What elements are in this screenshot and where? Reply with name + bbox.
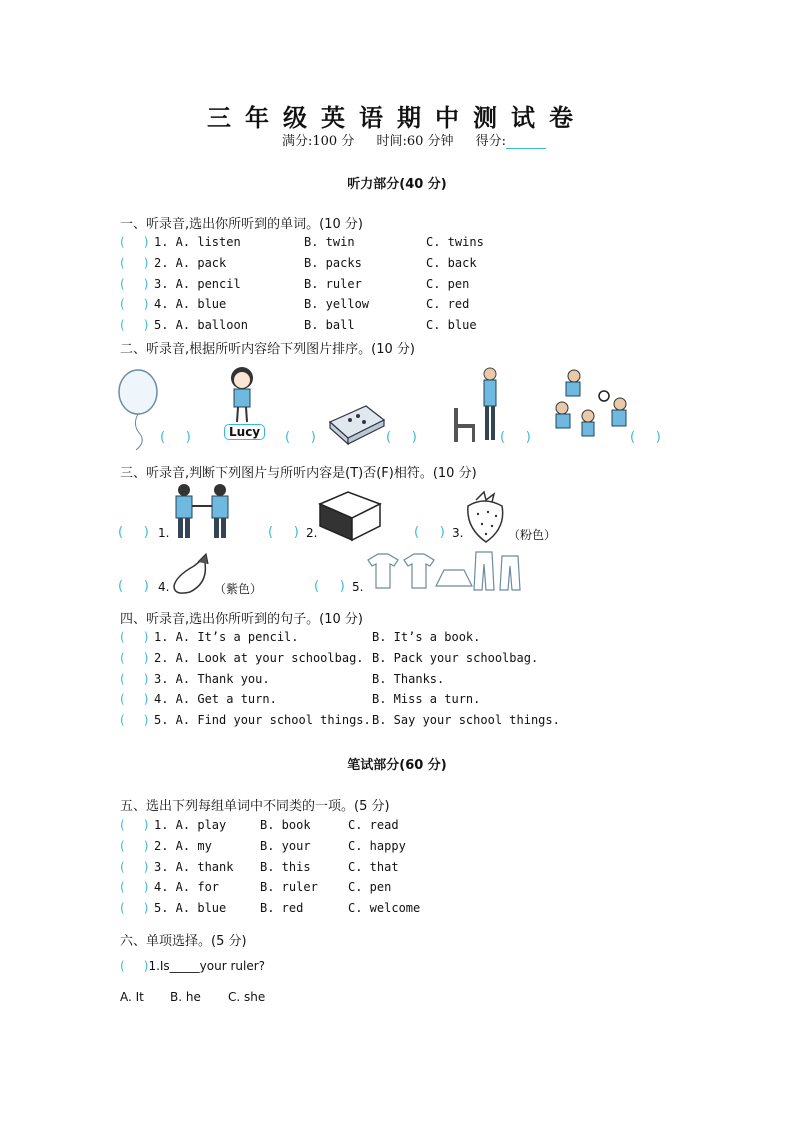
question-row [120,692,580,708]
exam-meta [282,130,582,149]
answer-bracket[interactable]: ( ) [386,430,417,445]
option-c: C. she [228,990,266,1004]
listening-part-title: 听力部分(40 分) [347,177,447,192]
answer-bracket[interactable]: ( ) [120,630,149,644]
option-b: B. red [260,901,304,916]
section-3-items [118,480,678,600]
option-c: C. pen [348,880,392,895]
question-row [120,318,580,334]
answer-bracket[interactable]: ( ) [120,838,149,853]
answer-bracket[interactable]: ( ) [120,318,149,333]
kids-playing-icon [548,366,638,444]
answer-bracket[interactable]: ( ) [120,880,149,895]
option-b: B. book [260,818,311,832]
option-b: B. Pack your schoolbag. [372,650,539,665]
lucy-label: Lucy [224,424,265,440]
option-c: C. red [426,297,470,312]
option-c: C. welcome [348,901,421,916]
strawberry-icon [462,488,508,544]
option-a: 3. A. Thank you. [154,671,270,686]
option-a: 3. A. pencil [154,276,241,291]
answer-bracket[interactable]: ( ) [120,276,149,291]
option-a: A. It [120,990,144,1004]
option-b: B. ruler [304,276,362,291]
option-c: C. happy [348,838,406,853]
option-a: 2. A. Look at your schoolbag. [154,650,364,665]
score-blank[interactable] [506,136,546,149]
answer-bracket[interactable]: ( ) [120,901,149,916]
option-c: C. pen [426,276,470,291]
option-b: B. Say your school things. [372,713,560,728]
question-6-1-options [120,990,320,1006]
option-c: C. read [348,818,399,832]
item-number: 5. [352,580,364,594]
section-2-pictures [110,362,680,452]
item-number: 2. [306,526,318,540]
option-a: 1. A. play [154,818,227,832]
answer-bracket[interactable]: ( ) [160,430,191,445]
option-b: B. ball [304,318,355,333]
option-a: 5. A. blue [154,901,227,916]
question-row [120,839,580,855]
pencil-box-icon [326,402,386,446]
answer-bracket[interactable]: ( ) [285,430,316,445]
section-2-title: 二、听录音,根据所听内容给下列图片排序。(10 分) [120,342,415,357]
full-score: 满分:100 分 [282,134,355,149]
answer-bracket[interactable]: ( ) [120,297,149,312]
option-b: B. your [260,838,311,853]
question-6-1 [120,959,265,973]
section-4-title: 四、听录音,选出你所听到的句子。(10 分) [120,612,363,627]
option-b: B. ruler [260,880,318,895]
handshake-icon [170,482,236,540]
section-3-title: 三、听录音,判断下列图片与所听内容是(T)否(F)相符。(10 分) [120,466,477,481]
question-row [120,256,580,272]
question-row [120,297,580,313]
question-row [120,672,580,688]
option-a: 3. A. thank [154,859,234,874]
section-6-title: 六、单项选择。(5 分) [120,934,247,949]
question-row [120,818,580,834]
time-limit: 时间:60 分钟 [376,134,454,149]
balloon-icon [118,370,160,450]
option-b: B. packs [304,255,362,270]
question-row [120,880,580,896]
answer-bracket[interactable]: ( ) [120,692,149,707]
answer-bracket[interactable]: ( ) [120,255,149,270]
section-5-title: 五、选出下列每组单词中不同类的一项。(5 分) [120,799,390,814]
answer-bracket[interactable]: ( ) [118,579,149,594]
option-c: C. twins [426,235,484,249]
answer-bracket[interactable]: ( ) [120,859,149,874]
option-a: 4. A. Get a turn. [154,692,277,707]
answer-bracket[interactable]: ( ) [268,525,299,540]
option-b: B. this [260,859,311,874]
option-c: C. that [348,859,399,874]
eraser-icon [318,490,384,544]
clothes-icon [364,550,532,594]
girl-icon [222,364,264,426]
section-1-title: 一、听录音,选出你所听到的单词。(10 分) [120,217,363,232]
answer-bracket[interactable]: ( ) [120,818,149,832]
item-number: 3. [452,526,464,540]
option-a: 2. A. pack [154,255,227,270]
answer-bracket[interactable]: ( ) [630,430,661,445]
answer-bracket[interactable]: ( ) [120,671,149,686]
question-row [120,235,580,251]
option-c: C. blue [426,318,477,333]
option-b: B. Thanks. [372,671,445,686]
option-b: B. yellow [304,297,370,312]
question-row [120,901,580,917]
question-row [120,277,580,293]
answer-bracket[interactable]: ( ) [118,525,149,540]
question-row [120,713,580,729]
option-a: 1. A. listen [154,235,241,249]
option-b: B. Miss a turn. [372,692,481,707]
option-b: B. he [170,990,201,1004]
answer-bracket[interactable]: ( ) [120,235,149,249]
writing-part-title: 笔试部分(60 分) [347,758,447,773]
color-note-pink: （粉色） [508,528,557,542]
option-a: 5. A. Find your school things. [154,713,371,728]
option-c: C. back [426,255,477,270]
page-title: 三年级英语期中测试卷 [207,104,587,132]
answer-bracket[interactable]: ( ) [120,650,149,665]
score-label: 得分: [476,134,564,149]
option-b: B. twin [304,235,355,249]
color-note-purple: （紫色） [214,582,263,596]
item-number: 4. [158,580,170,594]
option-a: 4. A. blue [154,297,227,312]
question-row [120,860,580,876]
answer-bracket[interactable]: ( ) [120,713,149,728]
item-number: 1. [158,526,170,540]
eggplant-icon [170,552,212,598]
answer-bracket[interactable]: ( ) [500,430,531,445]
option-a: 4. A. for [154,880,220,895]
answer-bracket[interactable]: ( ) [414,525,445,540]
answer-bracket[interactable]: ( ) [120,959,149,973]
option-a: 1. A. It’s a pencil. [154,630,299,644]
answer-bracket[interactable]: ( ) [314,579,345,594]
question-row [120,630,580,646]
option-b: B. It’s a book. [372,630,481,644]
option-a: 5. A. balloon [154,318,248,333]
option-a: 2. A. my [154,838,212,853]
question-row [120,651,580,667]
question-text: 1.Is_____your ruler? [148,959,266,973]
